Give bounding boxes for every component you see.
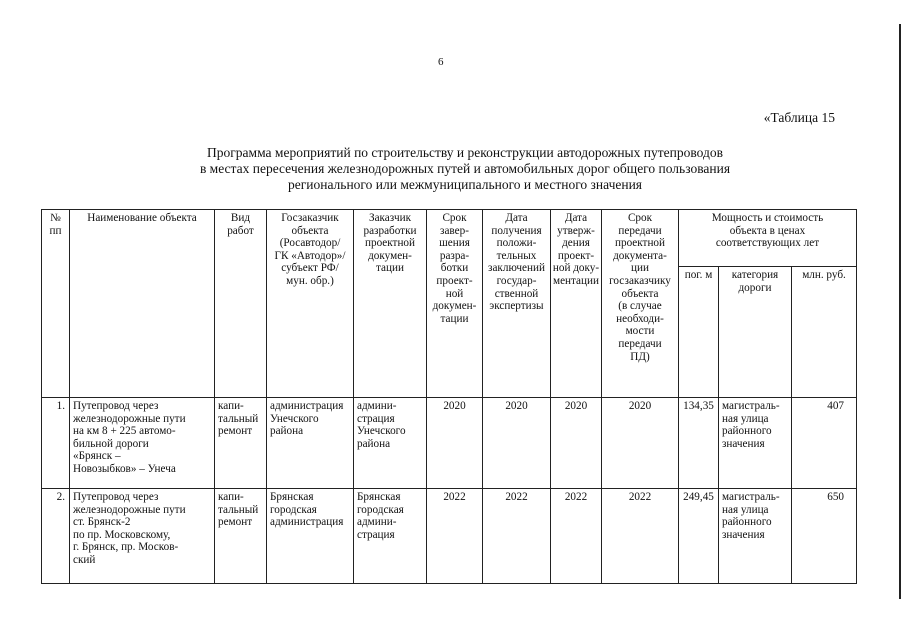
row-name: Путепровод через железнодорожные пути на км 8 + 225 автомо- бильной дороги «Брянск – Новозыбков» – Унеча xyxy=(70,398,215,489)
row-approval-date: 2020 xyxy=(551,398,602,489)
header-category: категория дороги xyxy=(719,267,792,398)
header-cost: млн. руб. xyxy=(792,267,857,398)
row-work-type: капи- тальный ремонт xyxy=(215,398,267,489)
row-num: 2. xyxy=(42,489,70,584)
header-approval-date: Дата утверж- дения проект- ной доку- ментации xyxy=(551,210,602,398)
row-transfer-term: 2020 xyxy=(602,398,679,489)
row-category: магистраль- ная улица районного значения xyxy=(719,398,792,489)
header-capacity-group: Мощность и стоимость объекта в ценах соответствующих лет xyxy=(679,210,857,267)
page-number: 6 xyxy=(438,56,444,68)
program-table xyxy=(41,209,857,584)
title-line-2: в местах пересечения железнодорожных путей и автомобильных дорог общего пользования xyxy=(199,161,731,176)
row-name: Путепровод через железнодорожные пути ст. Брянск-2 по пр. Московскому, г. Брянск, пр. Москов- ский xyxy=(70,489,215,584)
row-expertise-date: 2020 xyxy=(483,398,551,489)
table-label: «Таблица 15 xyxy=(763,110,835,125)
row-category: магистраль- ная улица районного значения xyxy=(719,489,792,584)
row-design-term: 2022 xyxy=(427,489,483,584)
row-num: 1. xyxy=(42,398,70,489)
header-design-customer: Заказчик разработки проектной докумен- тации xyxy=(354,210,427,398)
table-row xyxy=(42,398,857,489)
table-header-row xyxy=(42,210,857,267)
header-num: № пп xyxy=(42,210,70,398)
row-design-customer: админи- страция Унечского района xyxy=(354,398,427,489)
row-approval-date: 2022 xyxy=(551,489,602,584)
header-transfer-term: Срок передачи проектной документа- ции госзаказчику объекта (в случае необходи- мости передачи ПД) xyxy=(602,210,679,398)
row-length: 249,45 xyxy=(679,489,719,584)
document-title xyxy=(100,145,830,193)
row-customer: Брянская городская администрация xyxy=(267,489,354,584)
row-length: 134,35 xyxy=(679,398,719,489)
table-row xyxy=(42,489,857,584)
header-expertise-date: Дата получения положи- тельных заключений государ- ственной экспертизы xyxy=(483,210,551,398)
row-customer: администрация Унечского района xyxy=(267,398,354,489)
header-work-type: Вид работ xyxy=(215,210,267,398)
row-design-customer: Брянская городская админи- страция xyxy=(354,489,427,584)
row-design-term: 2020 xyxy=(427,398,483,489)
row-cost: 650 xyxy=(792,489,857,584)
title-line-3: регионального или межмуниципального и местного значения xyxy=(287,177,643,192)
row-expertise-date: 2022 xyxy=(483,489,551,584)
row-cost: 407 xyxy=(792,398,857,489)
title-line-1: Программа мероприятий по строительству и реконструкции автодорожных путепроводов xyxy=(207,145,723,160)
header-name: Наименование объекта xyxy=(70,210,215,398)
header-design-term: Срок завер- шения разра- ботки проект- ной докумен- тации xyxy=(427,210,483,398)
row-transfer-term: 2022 xyxy=(602,489,679,584)
scan-edge-line xyxy=(899,24,901,599)
row-work-type: капи- тальный ремонт xyxy=(215,489,267,584)
header-customer: Госзаказчик объекта (Росавтодор/ ГК «Автодор»/ субъект РФ/ мун. обр.) xyxy=(267,210,354,398)
header-length: пог. м xyxy=(679,267,719,398)
